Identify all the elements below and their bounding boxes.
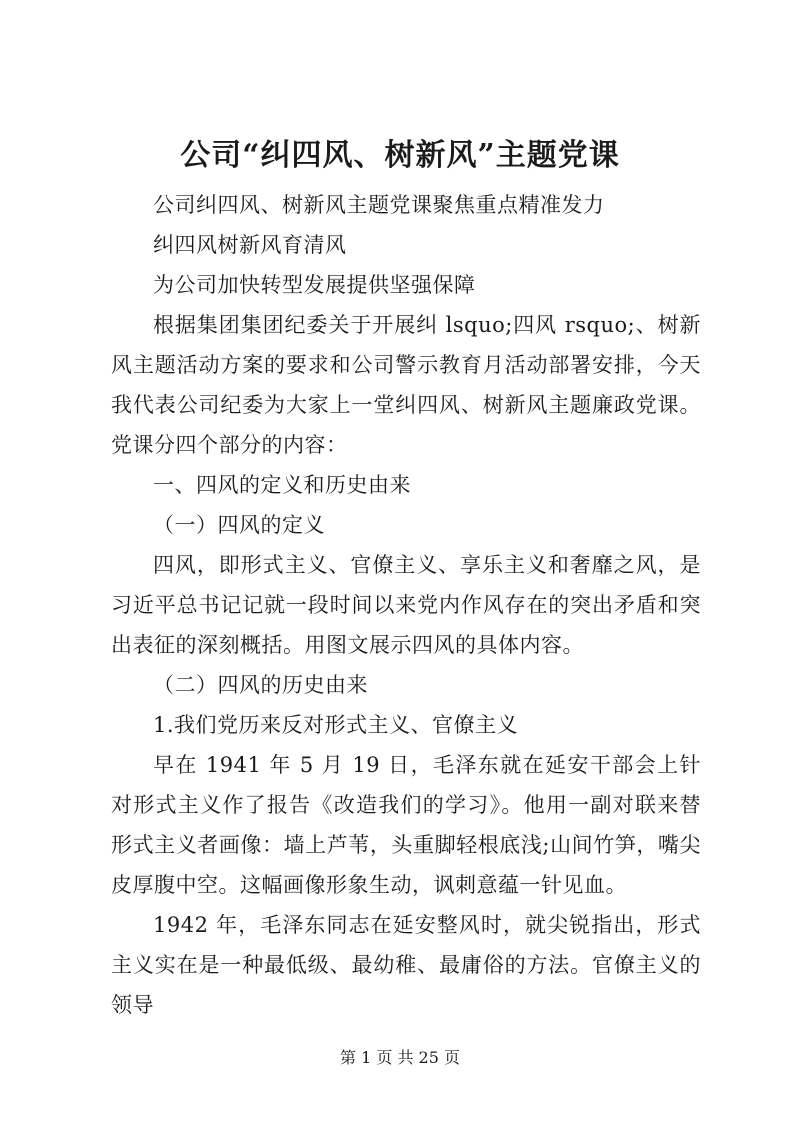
subsection-heading-2: （二）四风的历史由来 [153, 673, 368, 697]
paragraph-7: 1942 年，毛泽东同志在延安整风时，就尖锐指出，形式主义实在是一种最低级、最幼稚、最庸俗的方法。官僚主义的领导 [111, 913, 701, 1017]
paragraph-4: 根据集团集团纪委关于开展纠 lsquo;四风 rsquo;、树新风主题活动方案的要求和公司警示教育月活动部署安排，今天我代表公司纪委为大家上一堂纠四风、树新风主题廉政党课。党课分四个部分的内容： [111, 313, 701, 457]
item-heading-1: 1.我们党历来反对形式主义、官僚主义 [153, 713, 519, 737]
page-footer: 第 1 页 共 25 页 [340, 1048, 460, 1067]
subsection-heading-1: （一）四风的定义 [153, 513, 325, 537]
page-title: 公司“纠四风、树新风”主题党课 [180, 138, 620, 173]
paragraph-1: 公司纠四风、树新风主题党课聚焦重点精准发力 [153, 193, 605, 217]
paragraph-2: 纠四风树新风育清风 [153, 233, 347, 257]
paragraph-3: 为公司加快转型发展提供坚强保障 [153, 273, 476, 297]
paragraph-5: 四风，即形式主义、官僚主义、享乐主义和奢靡之风，是习近平总书记记就一段时间以来党内作风存在的突出矛盾和突出表征的深刻概括。用图文展示四风的具体内容。 [111, 553, 701, 657]
paragraph-6: 早在 1941 年 5 月 19 日，毛泽东就在延安干部会上针对形式主义作了报告《改造我们的学习》。他用一副对联来替形式主义者画像：墙上芦苇，头重脚轻根底浅;山间竹笋，嘴尖皮厚腹中空。这幅画像形象生动，讽刺意蕴一针见血。 [111, 753, 701, 897]
document-body [111, 185, 701, 1025]
section-heading-1: 一、四风的定义和历史由来 [153, 473, 411, 497]
